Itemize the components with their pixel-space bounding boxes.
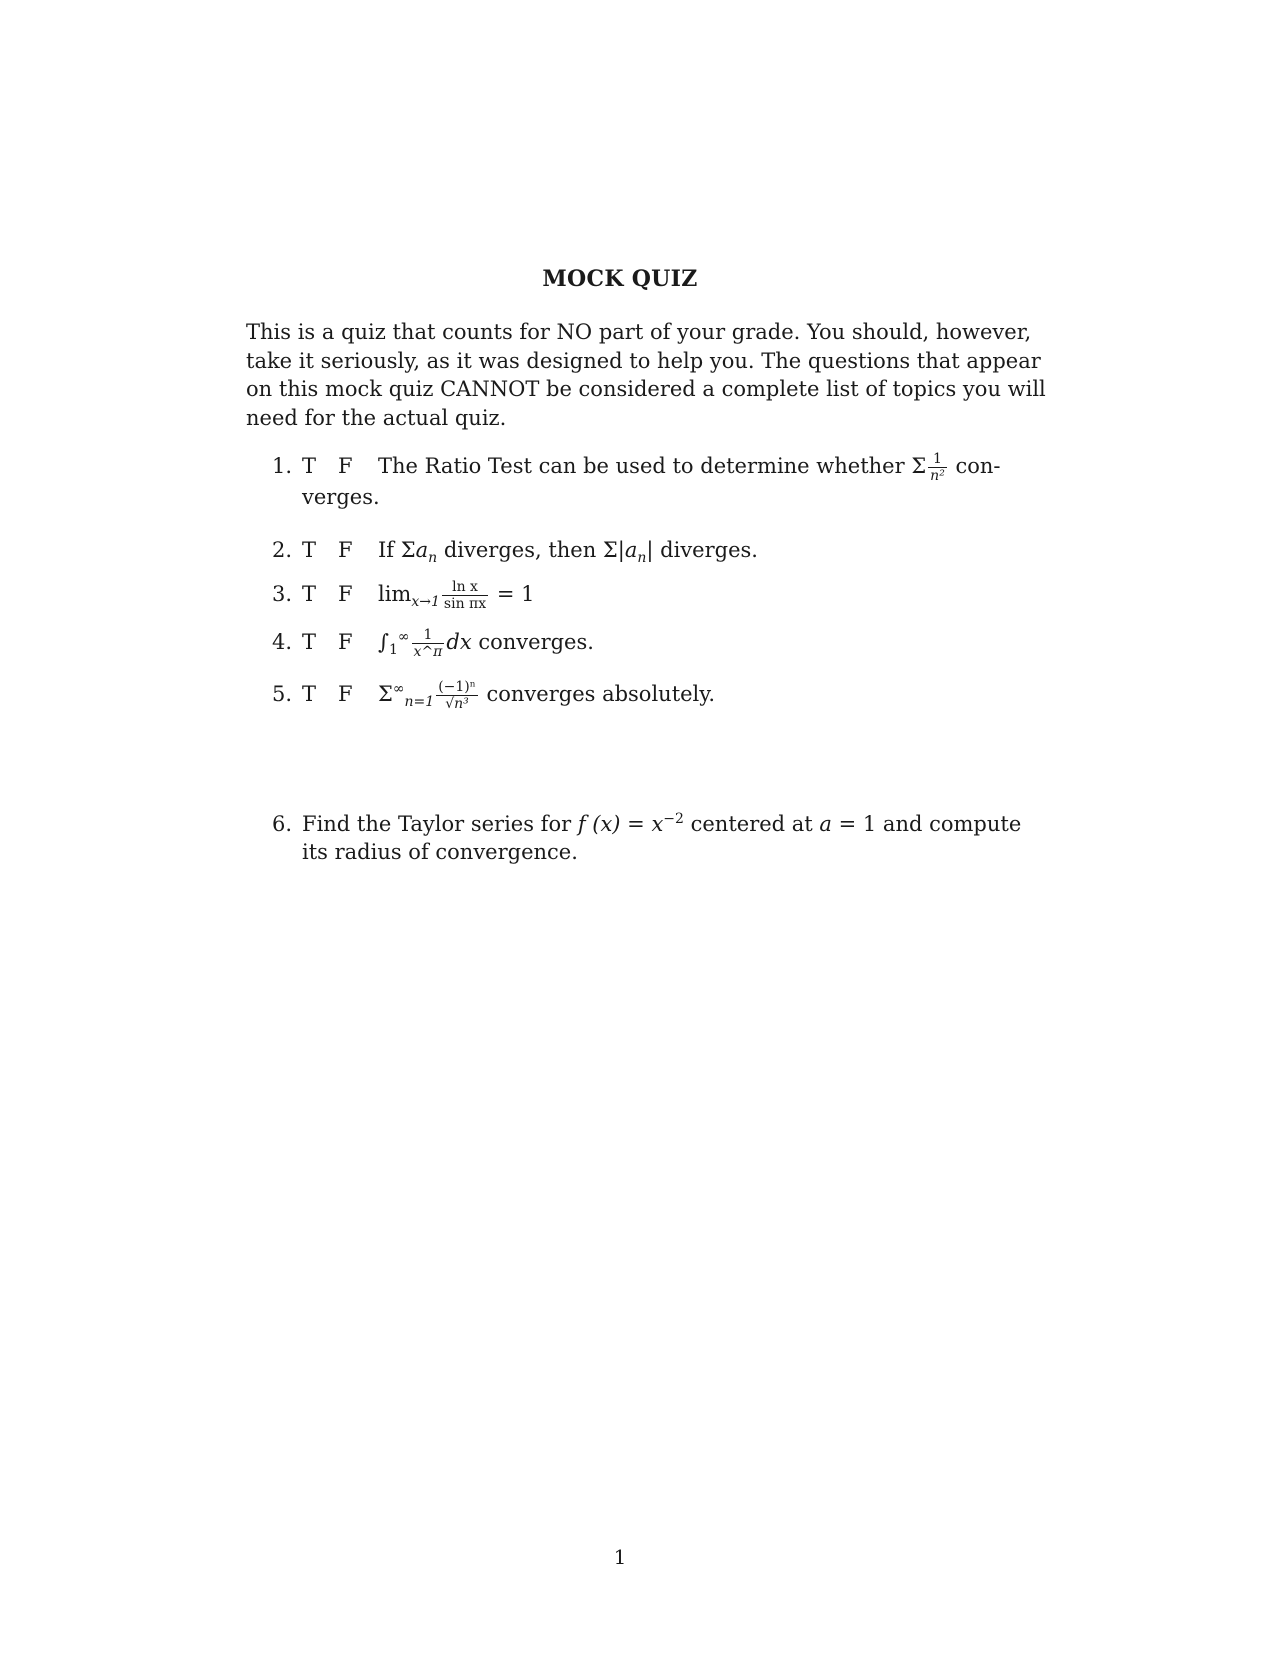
sigma-sign: Σ <box>378 682 393 706</box>
fraction-denominator: sin πx <box>443 596 487 612</box>
question-1 <box>272 451 1001 511</box>
question-4 <box>272 628 998 659</box>
false-option[interactable]: F <box>338 630 353 654</box>
intro-paragraph <box>246 318 1046 432</box>
question-number: 6. <box>272 812 293 836</box>
question-text-after: = 1 <box>490 582 535 606</box>
intro-line: need for the actual quiz. <box>246 405 507 430</box>
question-number: 4. <box>272 630 293 654</box>
false-option[interactable]: F <box>338 582 353 606</box>
math-var: a <box>819 812 832 836</box>
question-number: 5. <box>272 682 293 706</box>
integral-lower-limit: 1 <box>388 642 398 659</box>
math-subscript: n <box>637 550 647 567</box>
question-1-wrap: verges. <box>302 485 380 509</box>
true-option[interactable]: T <box>302 582 317 606</box>
question-text: diverges, then Σ| <box>437 538 625 562</box>
question-text-after: con- <box>948 454 1001 478</box>
question-text: centered at <box>683 812 820 836</box>
question-text: = 1 and compute <box>831 812 1022 836</box>
function-expr: f (x) <box>577 812 621 836</box>
sum-upper-limit: ∞ <box>392 681 405 697</box>
question-number: 2. <box>272 538 293 562</box>
math-base: x <box>651 812 664 836</box>
question-6 <box>272 810 1022 866</box>
question-3 <box>272 580 998 611</box>
question-text-after: converges absolutely. <box>479 682 716 706</box>
equals-sign: = <box>620 812 652 836</box>
integral-upper-limit: ∞ <box>397 629 410 645</box>
math-subscript: n <box>428 550 438 567</box>
question-text: If Σ <box>378 538 416 562</box>
fraction-denominator: n² <box>930 468 945 484</box>
fraction-denominator: √n³ <box>445 696 469 712</box>
intro-line: on this mock quiz CANNOT be considered a complete list of topics you will <box>246 377 1046 401</box>
differential: dx <box>446 630 472 654</box>
limit-subscript: x→1 <box>411 594 440 611</box>
question-number: 1. <box>272 454 293 478</box>
page-number: 1 <box>613 1545 627 1569</box>
fraction-numerator: 1 <box>412 628 445 644</box>
sum-lower-limit: n=1 <box>404 694 435 711</box>
fraction-numerator: (−1)ⁿ <box>438 679 476 695</box>
question-6-line-2: its radius of convergence. <box>302 840 578 864</box>
question-text-after: converges. <box>471 630 594 654</box>
intro-line: take it seriously, as it was designed to help you. The questions that appear <box>246 348 1041 373</box>
limit-operator: lim <box>378 582 412 606</box>
fraction <box>412 628 445 659</box>
false-option[interactable]: F <box>338 682 353 706</box>
math-exponent: −2 <box>663 811 684 827</box>
fraction <box>436 680 478 711</box>
question-text: Find the Taylor series for <box>302 812 578 836</box>
fraction-denominator: x^π <box>413 644 443 660</box>
fraction <box>442 580 488 611</box>
fraction-numerator: 1 <box>928 452 947 468</box>
page-title: MOCK QUIZ <box>542 266 698 292</box>
false-option[interactable]: F <box>338 454 353 478</box>
question-text: The Ratio Test can be used to determine whether Σ <box>378 454 927 478</box>
question-2 <box>272 536 998 567</box>
true-option[interactable]: T <box>302 630 317 654</box>
question-6-line-1 <box>272 810 1022 838</box>
math-var: a <box>415 538 429 562</box>
question-number: 3. <box>272 582 293 606</box>
true-option[interactable]: T <box>302 454 317 478</box>
math-var: a <box>624 538 638 562</box>
true-option[interactable]: T <box>302 538 317 562</box>
true-option[interactable]: T <box>302 682 317 706</box>
intro-line: This is a quiz that counts for NO part of your grade. You should, however, <box>246 320 1032 344</box>
question-1-line <box>272 451 1001 484</box>
fraction <box>928 452 947 483</box>
question-5 <box>272 680 998 711</box>
false-option[interactable]: F <box>338 538 353 562</box>
integral-sign: ∫ <box>378 630 389 654</box>
fraction-numerator: ln x <box>442 580 488 596</box>
question-text: | diverges. <box>646 538 758 562</box>
